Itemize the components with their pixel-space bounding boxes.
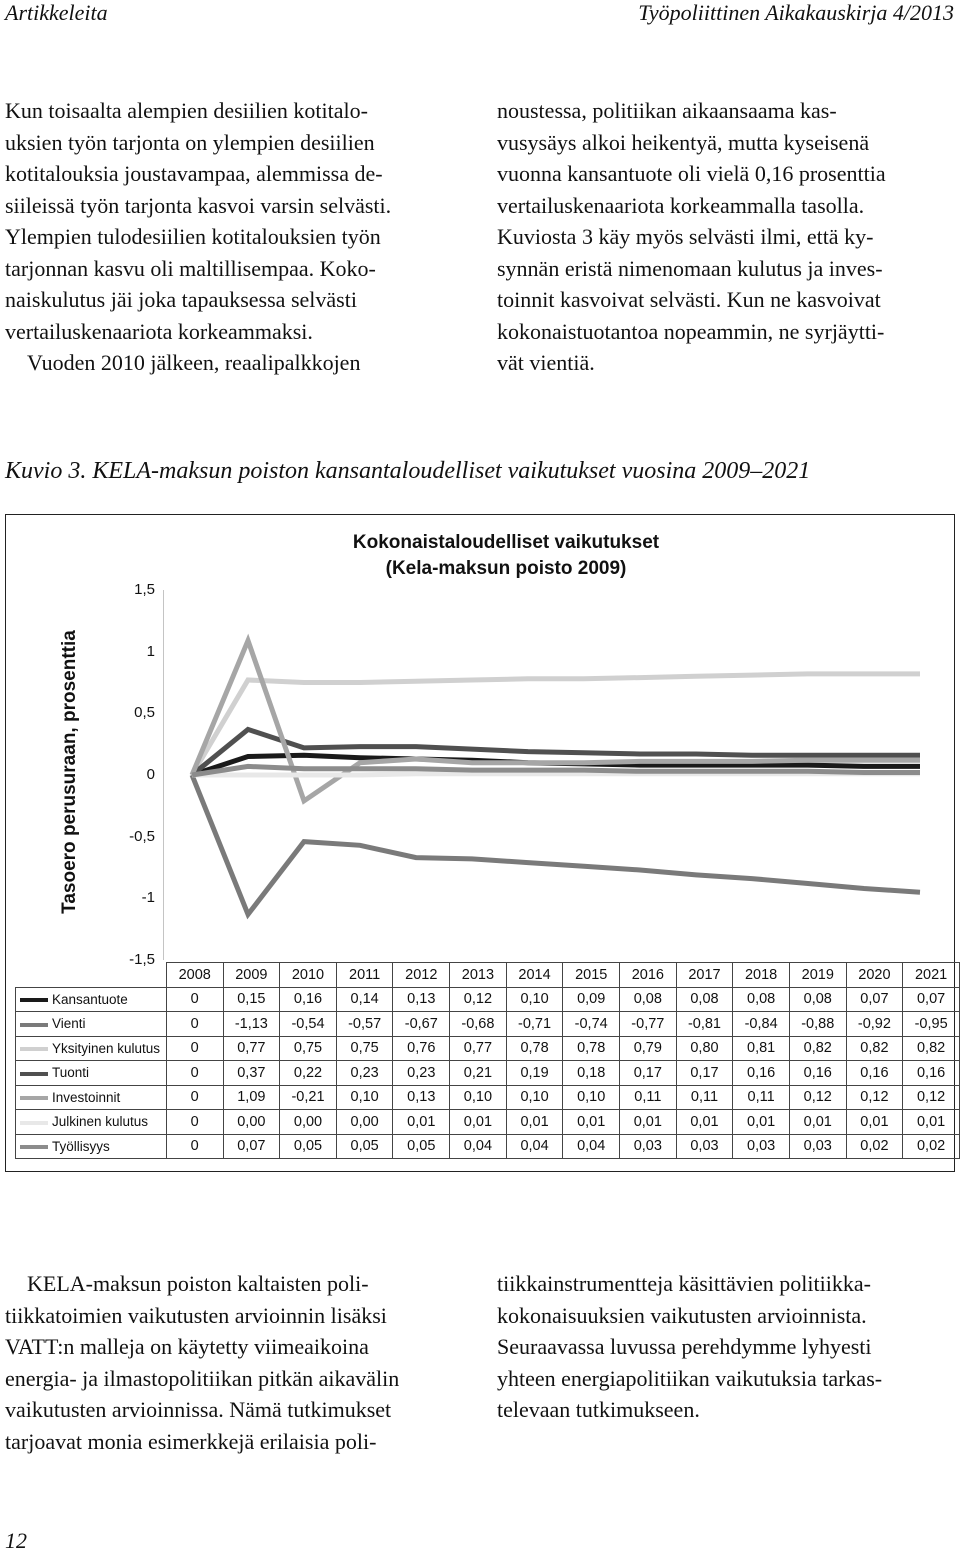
legend-label: Työllisyys (52, 1138, 110, 1154)
x-tick-label: 2019 (789, 963, 846, 988)
data-label: 0 (166, 1036, 223, 1061)
legend-label: Tuonti (52, 1065, 90, 1081)
legend-swatch (20, 1096, 48, 1100)
data-label: 0,11 (620, 1085, 677, 1110)
data-label: 0,01 (789, 1110, 846, 1135)
text-line: Seuraavassa luvussa perehdymme lyhyesti (497, 1334, 872, 1359)
y-tick-label: -1 (141, 889, 155, 907)
data-label: -0,92 (846, 1012, 903, 1037)
text-line: vertailuskenaariota korkeammalla tasolla. (497, 192, 865, 218)
data-label: 0,79 (620, 1036, 677, 1061)
data-label: 0,05 (336, 1134, 393, 1159)
table-row (16, 1085, 960, 1110)
data-label: -0,77 (620, 1012, 677, 1037)
data-label: 0,01 (903, 1110, 960, 1135)
legend-entry (16, 1085, 167, 1110)
data-label: 0,07 (223, 1134, 280, 1159)
data-label: -0,21 (280, 1085, 337, 1110)
y-tick-label: 1,5 (134, 581, 155, 598)
data-table (15, 962, 960, 1159)
data-label: 0,75 (336, 1036, 393, 1061)
table-row (16, 1061, 960, 1086)
x-tick-label: 2013 (450, 963, 507, 988)
data-label: 0 (166, 1061, 223, 1086)
data-label: 0,78 (506, 1036, 563, 1061)
data-label: 0,77 (450, 1036, 507, 1061)
text-line: energia- ja ilmastopolitiikan pitkän aikavälin (5, 1365, 400, 1391)
data-label: 0,11 (733, 1085, 790, 1110)
legend-label: Julkinen kulutus (52, 1114, 149, 1130)
legend-swatch (20, 1145, 48, 1149)
data-label: 0,17 (620, 1061, 677, 1086)
data-label: 0,12 (450, 987, 507, 1012)
table-row (16, 1012, 960, 1037)
data-label: 0,10 (563, 1085, 620, 1110)
data-label: 0,00 (223, 1110, 280, 1135)
data-label: 0,37 (223, 1061, 280, 1086)
data-label: 0,16 (789, 1061, 846, 1086)
legend-swatch (20, 1047, 48, 1051)
table-row (16, 1134, 960, 1159)
y-tick-label: 1 (146, 642, 155, 660)
data-label: 0,17 (676, 1061, 733, 1086)
data-label: 0,16 (280, 987, 337, 1012)
chart-title-sub: (Kela-maksun poisto 2009) (385, 558, 627, 579)
data-label: 0,80 (676, 1036, 733, 1061)
body-text-bottom-right (497, 1268, 955, 1426)
legend-swatch (20, 1072, 48, 1076)
text-line: tarjonnan kasvu oli maltillisempaa. Koko- (5, 255, 376, 281)
data-label: 0,01 (563, 1110, 620, 1135)
data-label: 0,82 (789, 1036, 846, 1061)
text-line: naiskulutus jäi joka tapauksessa selvästi (5, 287, 357, 312)
legend-swatch (20, 1023, 48, 1027)
body-text-bottom-left (5, 1268, 463, 1457)
text-line: siileissä työn tarjonta kasvoi varsin selvästi. (5, 192, 392, 218)
x-tick-label: 2008 (166, 963, 223, 988)
figure-caption: Kuvio 3. KELA-maksun poiston kansantaloudelliset vaikutukset vuosina 2009–2021 (5, 458, 811, 484)
data-label: 0,07 (903, 987, 960, 1012)
y-tick-label: -0,5 (129, 827, 155, 845)
data-label: 0,12 (789, 1085, 846, 1110)
data-label: 0,01 (506, 1110, 563, 1135)
y-tick-label: -1,5 (129, 951, 155, 968)
text-line: kokonaistuotantoa nopeammin, ne syrjäytti- (497, 318, 885, 344)
text-line: kokonaisuuksien vaikutusten arvioinnista. (497, 1302, 867, 1328)
x-tick-label: 2018 (733, 963, 790, 988)
data-label: 0,10 (506, 1085, 563, 1110)
data-label: 0,76 (393, 1036, 450, 1061)
text-line: Ylempien tulodesiilien kotitalouksien työn (5, 224, 381, 249)
text-line: toinnit kasvoivat selvästi. Kun ne kasvoivat (497, 287, 881, 312)
data-label: 0,01 (846, 1110, 903, 1135)
text-line: tarjoavat monia esimerkkejä erilaisia poli- (5, 1428, 377, 1454)
data-label: 0,19 (506, 1061, 563, 1086)
legend-swatch (20, 1121, 48, 1125)
text-line: Kun toisaalta alempien desiilien kotitalo- (5, 98, 368, 123)
text-line: Kuviosta 3 käy myös selvästi ilmi, että ky- (497, 224, 874, 249)
text-line: vuonna kansantuote oli vielä 0,16 prosenttia (497, 161, 886, 186)
data-label: 0,01 (620, 1110, 677, 1135)
data-label: 0,22 (280, 1061, 337, 1086)
data-label: 0,13 (393, 1085, 450, 1110)
data-label: 0 (166, 1110, 223, 1135)
data-label: 0,04 (563, 1134, 620, 1159)
legend-entry (16, 1061, 167, 1086)
data-label: 0 (166, 1012, 223, 1037)
data-label: 0,18 (563, 1061, 620, 1086)
data-label: -0,95 (903, 1012, 960, 1037)
page-number: 12 (5, 1528, 27, 1553)
legend-entry (16, 1036, 167, 1061)
text-line: tiikkainstrumentteja käsittävien politiikka- (497, 1271, 871, 1296)
text-line: kotitalouksia joustavampaa, alemmissa de- (5, 161, 383, 186)
legend-label: Yksityinen kulutus (52, 1040, 161, 1056)
data-label: 0,09 (563, 987, 620, 1012)
data-label: 0,15 (223, 987, 280, 1012)
data-label: 0,03 (733, 1134, 790, 1159)
data-label: 0,10 (336, 1085, 393, 1110)
chart-title (206, 530, 806, 582)
table-row (16, 1110, 960, 1135)
legend-entry (16, 1134, 167, 1159)
data-label: 0,08 (676, 987, 733, 1012)
legend-entry (16, 1110, 167, 1135)
text-line: vät vientiä. (497, 350, 595, 375)
text-line: vertailuskenaariota korkeammaksi. (5, 318, 313, 344)
legend-entry (16, 1012, 167, 1037)
line-chart-plot (163, 590, 933, 960)
data-label: -1,13 (223, 1012, 280, 1037)
data-label: 0,05 (280, 1134, 337, 1159)
y-tick-label: 0,5 (134, 704, 155, 722)
text-line: noustessa, politiikan aikaansaama kas- (497, 98, 837, 123)
data-label: 0,12 (846, 1085, 903, 1110)
table-row (16, 987, 960, 1012)
legend-label: Vienti (52, 1016, 86, 1032)
body-text-top-left (5, 95, 463, 379)
data-label: 0,78 (563, 1036, 620, 1061)
data-label: -0,84 (733, 1012, 790, 1037)
data-label: 0 (166, 987, 223, 1012)
x-tick-label: 2014 (506, 963, 563, 988)
legend-label: Investoinnit (52, 1089, 121, 1105)
data-label: 0,01 (450, 1110, 507, 1135)
data-label: 0,82 (903, 1036, 960, 1061)
data-label: 0,16 (903, 1061, 960, 1086)
data-label: 0,13 (393, 987, 450, 1012)
data-label: -0,71 (506, 1012, 563, 1037)
text-line: tiikkatoimien vaikutusten arvioinnin lisäksi (5, 1302, 387, 1328)
data-label: 0,11 (676, 1085, 733, 1110)
data-label: 0,01 (393, 1110, 450, 1135)
data-label: -0,68 (450, 1012, 507, 1037)
data-label: 0,08 (620, 987, 677, 1012)
data-label: 0,00 (280, 1110, 337, 1135)
data-label: 0,16 (733, 1061, 790, 1086)
y-axis-title: Tasoero perusuraan, prosenttia (59, 630, 80, 914)
data-label: 0,81 (733, 1036, 790, 1061)
text-line: KELA-maksun poiston kaltaisten poli- (27, 1271, 369, 1296)
data-label: -0,57 (336, 1012, 393, 1037)
data-label: 0,04 (450, 1134, 507, 1159)
legend-entry (16, 987, 167, 1012)
text-line: televaan tutkimukseen. (497, 1397, 700, 1422)
body-text-top-right (497, 95, 955, 379)
data-label: 0,08 (789, 987, 846, 1012)
series-line-julkinen-kulutus (192, 774, 920, 775)
data-label: 0,00 (336, 1110, 393, 1135)
table-header-row (16, 963, 960, 988)
data-label: 0,10 (506, 987, 563, 1012)
data-label: 0,04 (506, 1134, 563, 1159)
data-label: 0,82 (846, 1036, 903, 1061)
data-label: 0,01 (676, 1110, 733, 1135)
text-line: synnän eristä nimenomaan kulutus ja inves- (497, 255, 883, 281)
text-line: Vuoden 2010 jälkeen, reaalipalkkojen (27, 350, 361, 375)
data-label: -0,88 (789, 1012, 846, 1037)
data-label: -0,54 (280, 1012, 337, 1037)
data-label: 0,03 (676, 1134, 733, 1159)
data-label: 0,23 (393, 1061, 450, 1086)
data-label: 0 (166, 1134, 223, 1159)
data-label: 0 (166, 1085, 223, 1110)
x-tick-label: 2020 (846, 963, 903, 988)
data-label: 0,16 (846, 1061, 903, 1086)
x-tick-label: 2012 (393, 963, 450, 988)
x-tick-label: 2010 (280, 963, 337, 988)
x-tick-label: 2016 (620, 963, 677, 988)
legend-swatch (20, 998, 48, 1002)
data-label: 0,01 (733, 1110, 790, 1135)
legend-label: Kansantuote (52, 991, 128, 1007)
table-corner (16, 963, 167, 988)
data-label: 0,77 (223, 1036, 280, 1061)
text-line: yhteen energiapolitiikan vaikutuksia tarkas- (497, 1365, 883, 1391)
chart-title-main: Kokonaistaloudelliset vaikutukset (352, 532, 660, 553)
running-header-journal: Työpoliittinen Aikakauskirja 4/2013 (638, 0, 954, 25)
x-tick-label: 2009 (223, 963, 280, 988)
data-label: 0,12 (903, 1085, 960, 1110)
data-label: 0,23 (336, 1061, 393, 1086)
data-label: 0,75 (280, 1036, 337, 1061)
data-label: 0,14 (336, 987, 393, 1012)
x-tick-label: 2011 (336, 963, 393, 988)
x-tick-label: 2021 (903, 963, 960, 988)
data-label: 0,10 (450, 1085, 507, 1110)
x-tick-label: 2017 (676, 963, 733, 988)
data-label: 0,03 (620, 1134, 677, 1159)
data-label: 0,21 (450, 1061, 507, 1086)
data-label: 0,02 (846, 1134, 903, 1159)
data-label: 0,08 (733, 987, 790, 1012)
x-tick-label: 2015 (563, 963, 620, 988)
data-label: -0,67 (393, 1012, 450, 1037)
data-label: -0,81 (676, 1012, 733, 1037)
data-label: 0,03 (789, 1134, 846, 1159)
data-label: 0,05 (393, 1134, 450, 1159)
data-label: 0,02 (903, 1134, 960, 1159)
data-label: -0,74 (563, 1012, 620, 1037)
text-line: uksien työn tarjonta on ylempien desiilien (5, 129, 375, 155)
text-line: VATT:n malleja on käytetty viimeaikoina (5, 1334, 369, 1359)
data-label: 1,09 (223, 1085, 280, 1110)
text-line: vusysäys alkoi heikentyä, mutta kyseisenä (497, 129, 870, 155)
data-label: 0,07 (846, 987, 903, 1012)
text-line: vaikutusten arvioinnissa. Nämä tutkimukset (5, 1397, 392, 1422)
table-row (16, 1036, 960, 1061)
running-header-section: Artikkeleita (5, 0, 108, 25)
y-tick-label: 0 (146, 766, 155, 783)
